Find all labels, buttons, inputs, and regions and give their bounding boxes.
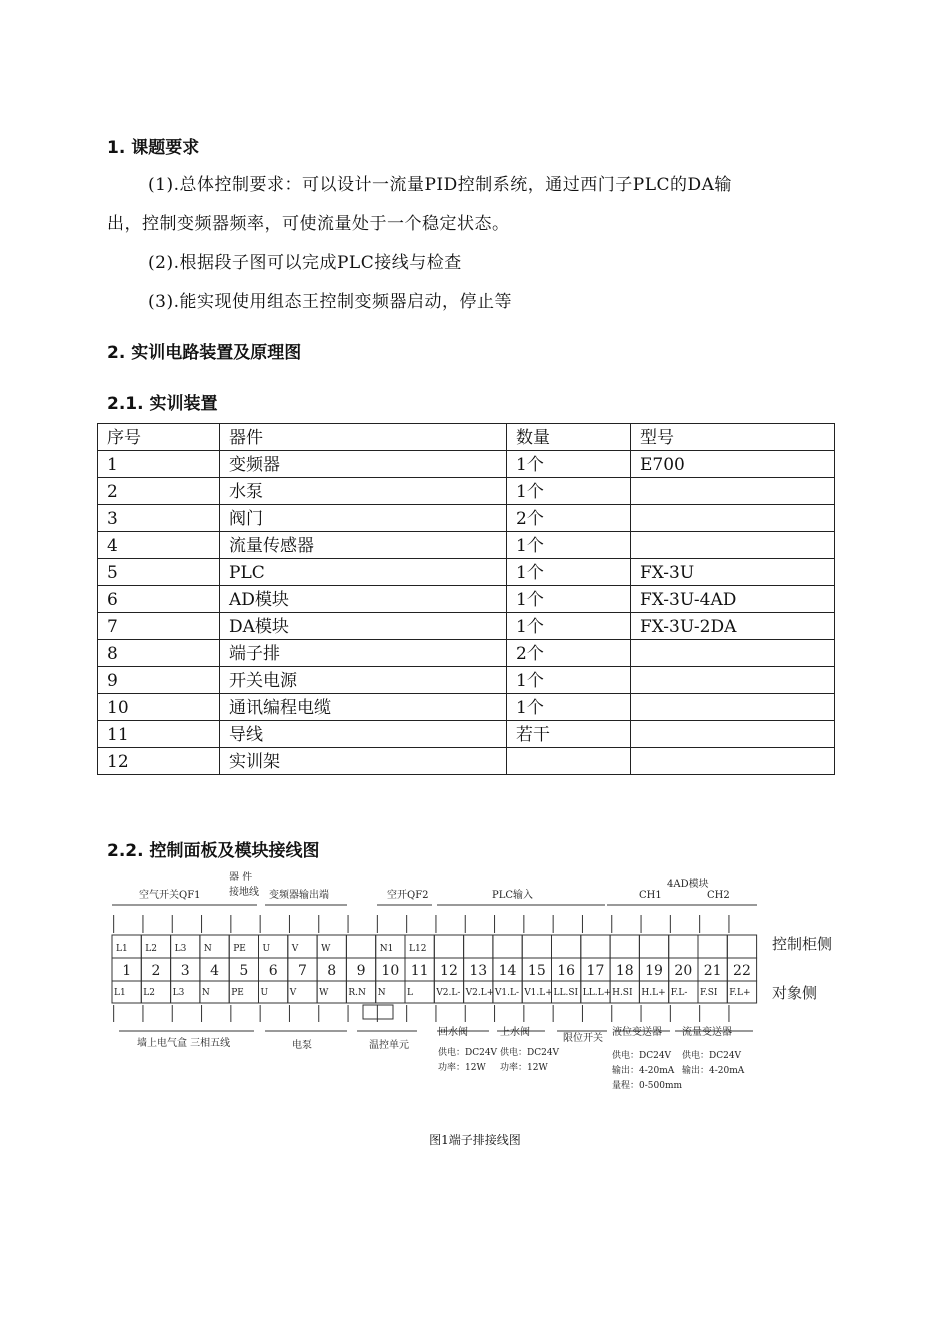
terminal-bottom-label: V: [289, 988, 297, 998]
bottom-group-label: 墙上电气盒 三相五线: [137, 1038, 231, 1049]
group-label: PLC输入: [492, 890, 534, 901]
section21-title: 2.1. 实训装置: [107, 394, 218, 414]
table-cell: 1个: [507, 667, 631, 694]
req3: (3).能实现使用组态王控制变频器启动，停止等: [148, 292, 512, 312]
header-cell: 数量: [507, 424, 631, 451]
req1-line2: 出，控制变频器频率，可使流量处于一个稳定状态。: [107, 214, 510, 234]
terminal-top-label: V: [291, 944, 299, 954]
header-cell: 序号: [98, 424, 220, 451]
terminal-number: 1: [122, 963, 132, 979]
group-label: CH1: [639, 890, 662, 901]
table-cell: [631, 505, 835, 532]
terminal-number: 7: [297, 963, 307, 979]
spec-note: 供电：DC24V: [500, 1048, 560, 1058]
terminal-number: 9: [356, 963, 366, 979]
terminal-top-label: L3: [174, 944, 187, 954]
terminal-number: 10: [381, 963, 400, 979]
table-cell: 2个: [507, 505, 631, 532]
spec-note: 供电：DC24V: [438, 1048, 498, 1058]
terminal-bottom-label: H.L+: [641, 988, 666, 998]
terminal-cell: [522, 935, 551, 958]
terminal-number: 8: [327, 963, 337, 979]
table-cell: DA模块: [220, 613, 507, 640]
terminal-number: 22: [733, 963, 751, 979]
equipment-table: [97, 423, 835, 775]
table-cell: 11: [98, 721, 220, 748]
group-label: 接地线: [229, 887, 259, 898]
table-cell: 1: [98, 451, 220, 478]
table-cell: PLC: [220, 559, 507, 586]
terminal-cell: [698, 935, 727, 958]
spec-note: 功率：12W: [500, 1063, 548, 1073]
terminal-number: 14: [498, 963, 517, 979]
table-cell: FX-3U-4AD: [631, 586, 835, 613]
table-cell: 2个: [507, 640, 631, 667]
table-cell: FX-3U: [631, 559, 835, 586]
table-cell: 7: [98, 613, 220, 640]
spec-note: 供电：DC24V: [682, 1051, 742, 1061]
bottom-group-label: 液位变送器: [612, 1027, 662, 1038]
table-row: [98, 721, 835, 748]
table-cell: 10: [98, 694, 220, 721]
table-cell: [631, 721, 835, 748]
table-cell: [631, 532, 835, 559]
terminal-number: 19: [645, 963, 663, 979]
figure-caption: 图1端子排接线图: [429, 1133, 521, 1147]
side-label-object: 对象侧: [772, 984, 818, 1002]
terminal-cell: [669, 935, 698, 958]
table-cell: 1个: [507, 451, 631, 478]
terminal-bottom-label: U: [260, 988, 269, 998]
terminal-number: 18: [615, 963, 634, 979]
terminal-cell: [493, 935, 522, 958]
bottom-group-label: 电泵: [292, 1040, 312, 1051]
table-cell: 8: [98, 640, 220, 667]
terminal-bottom-label: V2.L-: [436, 988, 461, 998]
bottom-group-label: 上水阀: [500, 1027, 530, 1038]
table-row: [98, 559, 835, 586]
terminal-number: 4: [210, 963, 220, 979]
group-label: 空开QF2: [387, 890, 429, 901]
bottom-group-label: 限位开关: [563, 1033, 603, 1044]
terminal-top-label: PE: [233, 944, 246, 954]
table-cell: AD模块: [220, 586, 507, 613]
terminal-number: 11: [410, 963, 429, 979]
terminal-top-label: U: [262, 944, 271, 954]
terminal-number: 13: [469, 963, 488, 979]
table-cell: FX-3U-2DA: [631, 613, 835, 640]
terminal-cell: [464, 935, 493, 958]
table-cell: 1个: [507, 613, 631, 640]
header-cell: 型号: [631, 424, 835, 451]
table-cell: 1个: [507, 478, 631, 505]
side-label-control: 控制柜侧: [772, 935, 833, 953]
group-label: CH2: [707, 890, 730, 901]
terminal-number: 2: [151, 963, 161, 979]
table-cell: 6: [98, 586, 220, 613]
terminal-top-label: W: [321, 944, 331, 954]
table-cell: [631, 748, 835, 775]
bottom-group-label: 温控单元: [369, 1040, 409, 1051]
table-cell: 1个: [507, 586, 631, 613]
terminal-number: 21: [703, 963, 722, 979]
terminal-bottom-label: LL.L+: [582, 988, 612, 998]
terminal-cell: [346, 935, 375, 958]
terminal-top-label: L1: [116, 944, 128, 954]
table-cell: 1个: [507, 559, 631, 586]
terminal-cell: [727, 935, 756, 958]
spec-note: 供电：DC24V: [612, 1051, 672, 1061]
req1-line1: (1).总体控制要求：可以设计一流量PID控制系统，通过西门子PLC的DA输: [148, 175, 732, 195]
terminal-bottom-label: F.L+: [729, 988, 751, 998]
terminal-top-label: L2: [145, 944, 158, 954]
terminal-bottom-label: H.SI: [612, 988, 633, 998]
terminal-number: 5: [239, 963, 249, 979]
table-cell: 5: [98, 559, 220, 586]
terminal-bottom-label: F.SI: [700, 988, 718, 998]
terminal-bottom-label: W: [319, 988, 329, 998]
terminal-bottom-label: L2: [143, 988, 156, 998]
table-row: [98, 478, 835, 505]
terminal-bottom-label: N: [201, 988, 210, 998]
table-cell: 12: [98, 748, 220, 775]
header-cell: 器件: [220, 424, 507, 451]
terminal-cell: [610, 935, 639, 958]
section1-title: 1. 课题要求: [107, 138, 200, 158]
table-cell: 1个: [507, 694, 631, 721]
table-row: [98, 586, 835, 613]
group-label: 空气开关QF1: [139, 890, 201, 901]
table-cell: 通讯编程电缆: [220, 694, 507, 721]
spec-note: 输出：4-20mA: [682, 1066, 745, 1076]
terminal-bottom-label: V1.L+: [524, 988, 553, 998]
terminal-bottom-label: R.N: [348, 988, 366, 998]
table-cell: 开关电源: [220, 667, 507, 694]
table-row: [98, 613, 835, 640]
terminal-number: 17: [586, 963, 605, 979]
table-cell: [507, 748, 631, 775]
terminal-number: 15: [527, 963, 546, 979]
temp-loop: [363, 1005, 393, 1019]
terminal-number: 16: [557, 963, 576, 979]
group-label: 变频器输出端: [269, 890, 329, 901]
table-cell: 端子排: [220, 640, 507, 667]
table-header-row: [98, 424, 835, 451]
table-cell: 阀门: [220, 505, 507, 532]
table-row: [98, 532, 835, 559]
table-row: [98, 667, 835, 694]
table-cell: [631, 694, 835, 721]
terminal-number: 3: [180, 963, 190, 979]
terminal-top-label: L12: [409, 944, 427, 954]
table-cell: [631, 640, 835, 667]
bottom-group-label: 流量变送器: [682, 1027, 732, 1038]
terminal-bottom-label: N: [377, 988, 386, 998]
table-cell: 9: [98, 667, 220, 694]
terminal-cell: [434, 935, 463, 958]
spec-note: 量程：0-500mm: [612, 1081, 683, 1091]
terminal-bottom-label: V2.L+: [465, 988, 495, 998]
spec-note: 输出：4-20mA: [612, 1066, 675, 1076]
group-label: 4AD模块: [667, 879, 709, 890]
table-cell: 若干: [507, 721, 631, 748]
terminal-top-label: N1: [379, 944, 394, 954]
table-cell: 2: [98, 478, 220, 505]
terminal-number: 6: [268, 963, 278, 979]
terminal-number: 12: [440, 963, 458, 979]
terminal-bottom-label: L: [407, 988, 413, 998]
terminal-bottom-label: PE: [231, 988, 244, 998]
table-row: [98, 748, 835, 775]
table-cell: 流量传感器: [220, 532, 507, 559]
terminal-cell: [639, 935, 668, 958]
section22-title: 2.2. 控制面板及模块接线图: [107, 841, 320, 861]
table-cell: 1个: [507, 532, 631, 559]
terminal-top-label: N: [203, 944, 212, 954]
table-cell: 水泵: [220, 478, 507, 505]
terminal-bottom-label: V1.L-: [494, 988, 520, 998]
group-label: 器 件: [229, 872, 253, 883]
table-row: [98, 640, 835, 667]
table-cell: 4: [98, 532, 220, 559]
table-cell: [631, 478, 835, 505]
table-row: [98, 505, 835, 532]
req2: (2).根据段子图可以完成PLC接线与检查: [148, 253, 462, 273]
terminal-cell: [581, 935, 610, 958]
terminal-cell: [552, 935, 581, 958]
table-cell: 3: [98, 505, 220, 532]
table-cell: 导线: [220, 721, 507, 748]
terminal-wiring-diagram: [97, 865, 857, 1100]
table-cell: 实训架: [220, 748, 507, 775]
table-cell: [631, 667, 835, 694]
terminal-bottom-label: F.L-: [670, 988, 688, 998]
terminal-bottom-label: LL.SI: [553, 988, 579, 998]
table-row: [98, 451, 835, 478]
spec-note: 功率：12W: [438, 1063, 486, 1073]
terminal-bottom-label: L3: [172, 988, 185, 998]
terminal-number: 20: [674, 963, 693, 979]
table-cell: 变频器: [220, 451, 507, 478]
bottom-group-label: 回水阀: [438, 1027, 468, 1038]
terminal-bottom-label: L1: [114, 988, 126, 998]
table-row: [98, 694, 835, 721]
section2-title: 2. 实训电路装置及原理图: [107, 343, 302, 363]
table-cell: E700: [631, 451, 835, 478]
